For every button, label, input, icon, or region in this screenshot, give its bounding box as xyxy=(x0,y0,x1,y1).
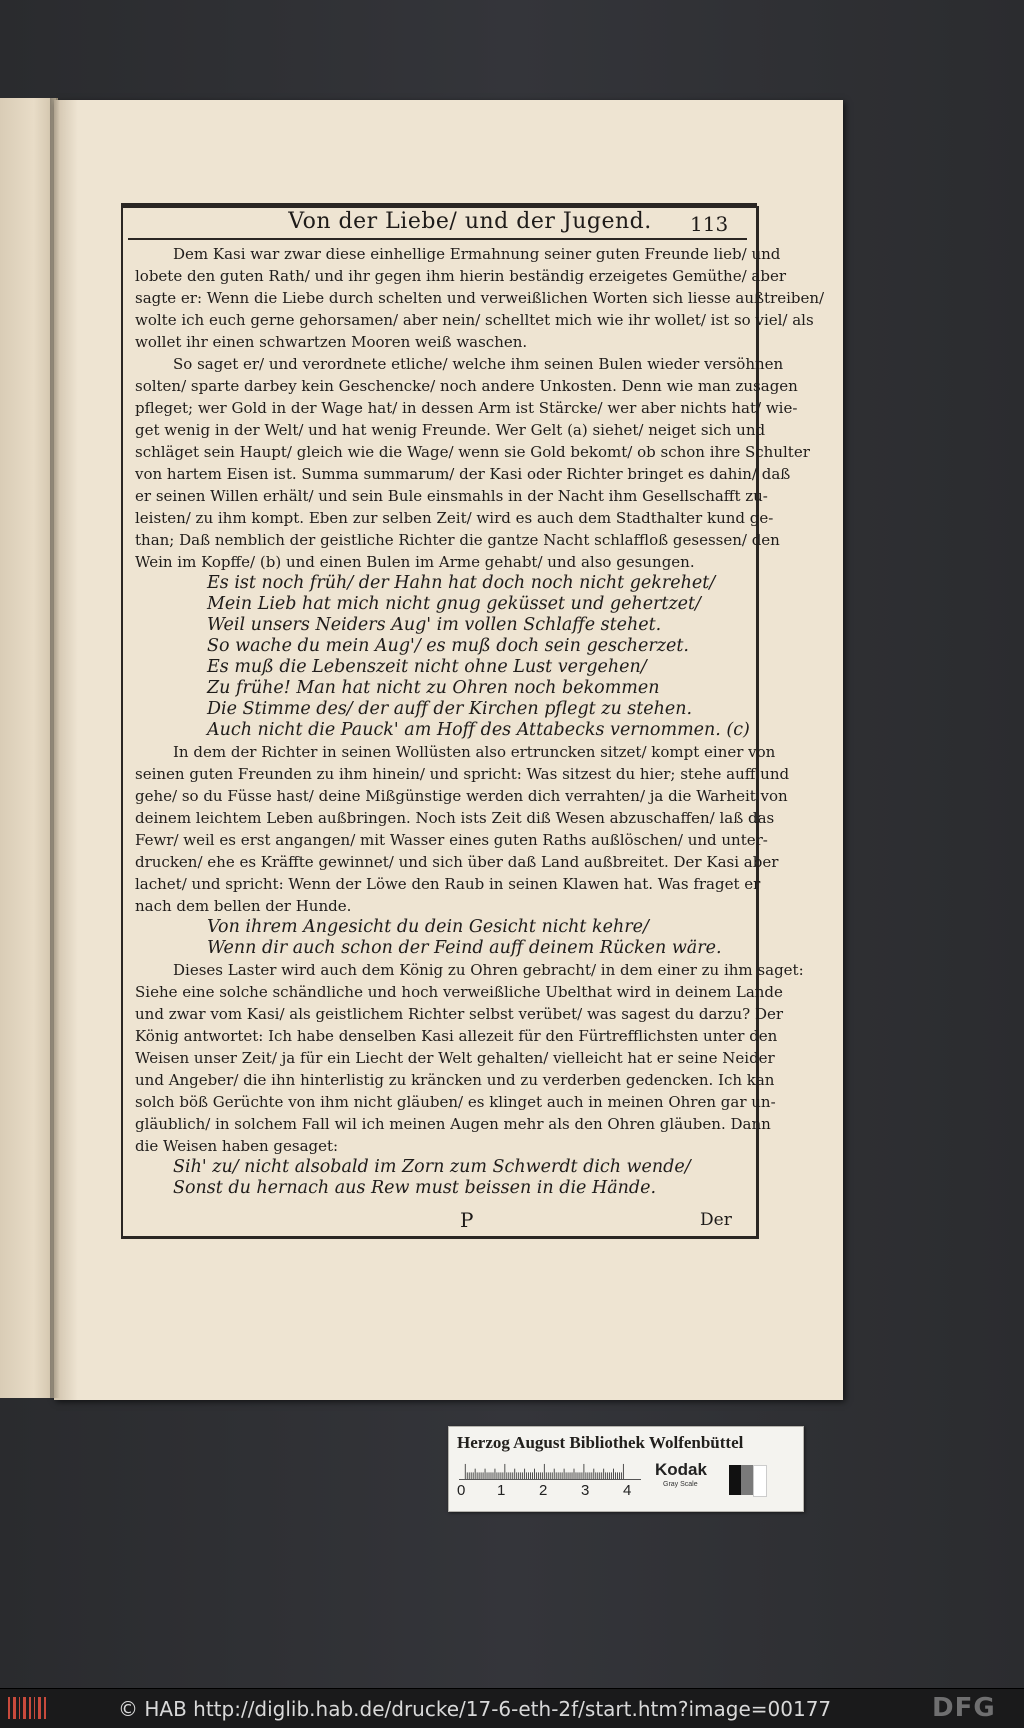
verse-block-3 xyxy=(135,1157,742,1199)
verse-line: So wache du mein Aug'/ es muß doch sein gescherzet. xyxy=(207,636,689,656)
scale-ruler xyxy=(459,1463,641,1480)
ruler-number-1: 1 xyxy=(497,1482,506,1499)
text-line: und Angeber/ die ihn hinterlistig zu kräncken und zu verderben gedencken. Ich kan xyxy=(135,1071,775,1089)
verse-line: Zu frühe! Man hat nicht zu Ohren noch bekommen xyxy=(207,678,660,698)
text-line: drucken/ ehe es Kräffte gewinnet/ und sich über daß Land außbreitet. Der Kasi aber xyxy=(135,853,779,871)
library-name: Herzog August Bibliothek Wolfenbüttel xyxy=(457,1433,744,1452)
verse-block-2 xyxy=(135,917,742,959)
text-line: schläget sein Haupt/ gleich wie die Wage/ wenn sie Gold bekomt/ ob schon ihre Schulter xyxy=(135,443,810,461)
gray-scale-label: Gray Scale xyxy=(663,1481,698,1488)
dfg-logo: DFG xyxy=(932,1693,996,1723)
copyright-url: © HAB http://diglib.hab.de/drucke/17-6-eth-2f/start.htm?image=00177 xyxy=(118,1697,832,1721)
barcode-logo-icon xyxy=(6,1695,50,1721)
ruler-number-3: 3 xyxy=(581,1482,590,1499)
ruler-number-0: 0 xyxy=(457,1482,466,1499)
text-line: solch böß Gerüchte von ihm nicht gläuben/ es klinget auch in meinen Ohren gar un- xyxy=(135,1093,776,1111)
text-line: pfleget; wer Gold in der Wage hat/ in dessen Arm ist Stärcke/ wer aber nichts hat/ wie- xyxy=(135,399,798,417)
verse-line: Sonst du hernach aus Rew must beissen in die Hände. xyxy=(173,1178,657,1198)
text-line: lachet/ und spricht: Wenn der Löwe den Raub in seinen Klawen hat. Was fraget er xyxy=(135,875,761,893)
text-line: Dieses Laster wird auch dem König zu Ohren gebracht/ in dem einer zu ihm saget: xyxy=(173,961,804,979)
text-line: wollet ihr einen schwartzen Mooren weiß waschen. xyxy=(135,333,528,351)
footer-bar xyxy=(0,1688,1024,1728)
text-line: von hartem Eisen ist. Summa summarum/ der Kasi oder Richter bringet es dahin/ daß xyxy=(135,465,791,483)
verse-line: Wenn dir auch schon der Feind auff deinem Rücken wäre. xyxy=(207,938,722,958)
verse-line: Mein Lieb hat mich nicht gnug geküsset und gehertzet/ xyxy=(207,594,701,614)
kodak-label: Kodak xyxy=(655,1460,707,1479)
page-text xyxy=(135,243,825,1199)
ruler-number-2: 2 xyxy=(539,1482,548,1499)
verse-line: Es muß die Lebenszeit nicht ohne Lust vergehen/ xyxy=(207,657,647,677)
text-line: gläublich/ in solchem Fall wil ich meinen Augen mehr als den Ohren gläuben. Dann xyxy=(135,1115,771,1133)
gray-swatch-mid xyxy=(741,1465,753,1495)
text-line: und zwar vom Kasi/ als geistlichem Richter selbst verübet/ was sagest du darzu? Der xyxy=(135,1005,784,1023)
verse-block-1 xyxy=(135,573,750,741)
text-line: nach dem bellen der Hunde. xyxy=(135,897,352,915)
text-line: So saget er/ und verordnete etliche/ welche ihm seinen Bulen wieder versöhnen xyxy=(173,355,784,373)
paragraph-block-2 xyxy=(135,741,790,917)
paragraph-block-3 xyxy=(135,959,804,1157)
text-line: König antwortet: Ich habe denselben Kasi allezeit für den Fürtrefflichsten unter den xyxy=(135,1027,778,1045)
verse-line: Es ist noch früh/ der Hahn hat doch noch nicht gekrehet/ xyxy=(207,573,716,593)
text-line: In dem der Richter in seinen Wollüsten also ertruncken sitzet/ kompt einer von xyxy=(173,743,776,761)
page-edge-shading xyxy=(54,100,78,1400)
text-line: lobete den guten Rath/ und ihr gegen ihm hierin beständig erzeigetes Gemüthe/ aber xyxy=(135,267,787,285)
gray-swatch-white xyxy=(753,1465,767,1497)
signature-mark: P xyxy=(460,1208,474,1232)
text-line: Siehe eine solche schändliche und hoch verweißliche Ubelthat wird in deinem Lande xyxy=(135,983,783,1001)
text-line: die Weisen haben gesaget: xyxy=(135,1137,339,1155)
verse-line: Sih' zu/ nicht alsobald im Zorn zum Schwerdt dich wende/ xyxy=(173,1157,691,1177)
page-number: 113 xyxy=(690,212,729,236)
text-line: Weisen unser Zeit/ ja für ein Liecht der Welt gehalten/ vielleicht hat er seine Neider xyxy=(135,1049,775,1067)
text-line: Wein im Kopffe/ (b) und einen Bulen im Arme gehabt/ und also gesungen. xyxy=(135,553,695,571)
text-line: er seinen Willen erhält/ und sein Bule einsmahls in der Nacht ihm Gesellschafft zu- xyxy=(135,487,768,505)
paragraph-block-1 xyxy=(135,243,825,573)
text-line: sagte er: Wenn die Liebe durch schelten und verweißlichen Worten sich liesse außtreiben/ xyxy=(135,289,825,307)
verse-line: Weil unsers Neiders Aug' im vollen Schlaffe stehet. xyxy=(207,615,662,635)
verse-line: Von ihrem Angesicht du dein Gesicht nicht kehre/ xyxy=(207,917,649,937)
text-line: gehe/ so du Füsse hast/ deine Mißgünstige werden dich verrahten/ ja die Warheit von xyxy=(135,787,788,805)
gray-swatch-black xyxy=(729,1465,741,1495)
text-line: solten/ sparte darbey kein Geschencke/ noch andere Unkosten. Denn wie man zusagen xyxy=(135,377,798,395)
running-title: Von der Liebe/ und der Jugend. xyxy=(288,209,652,234)
header-rule xyxy=(128,238,747,240)
text-line: deinem leichtem Leben außbringen. Noch ists Zeit diß Wesen abzuschaffen/ laß das xyxy=(135,809,775,827)
text-line: Fewr/ weil es erst angangen/ mit Wasser eines guten Raths außlöschen/ und unter- xyxy=(135,831,768,849)
text-line: Dem Kasi war zwar diese einhellige Ermahnung seiner guten Freunde lieb/ und xyxy=(173,245,781,263)
library-color-tag xyxy=(448,1426,804,1512)
catchword: Der xyxy=(700,1210,732,1230)
verse-line: Die Stimme des/ der auff der Kirchen pflegt zu stehen. xyxy=(207,699,693,719)
ruler-number-4: 4 xyxy=(623,1482,632,1499)
text-line: than; Daß nemblich der geistliche Richter die gantze Nacht schlaffloß gesessen/ den xyxy=(135,531,780,549)
text-line: wolte ich euch gerne gehorsamen/ aber nein/ schelltet mich wie ihr wollet/ ist so viel/ als xyxy=(135,311,814,329)
text-line: seinen guten Freunden zu ihm hinein/ und spricht: Was sitzest du hier; stehe auff und xyxy=(135,765,790,783)
text-line: get wenig in der Welt/ und hat wenig Freunde. Wer Gelt (a) siehet/ neiget sich und xyxy=(135,421,766,439)
text-line: leisten/ zu ihm kompt. Eben zur selben Zeit/ wird es auch dem Stadthalter kund ge- xyxy=(135,509,774,527)
verse-line: Auch nicht die Pauck' am Hoff des Attabecks vernommen. (c) xyxy=(207,720,750,740)
